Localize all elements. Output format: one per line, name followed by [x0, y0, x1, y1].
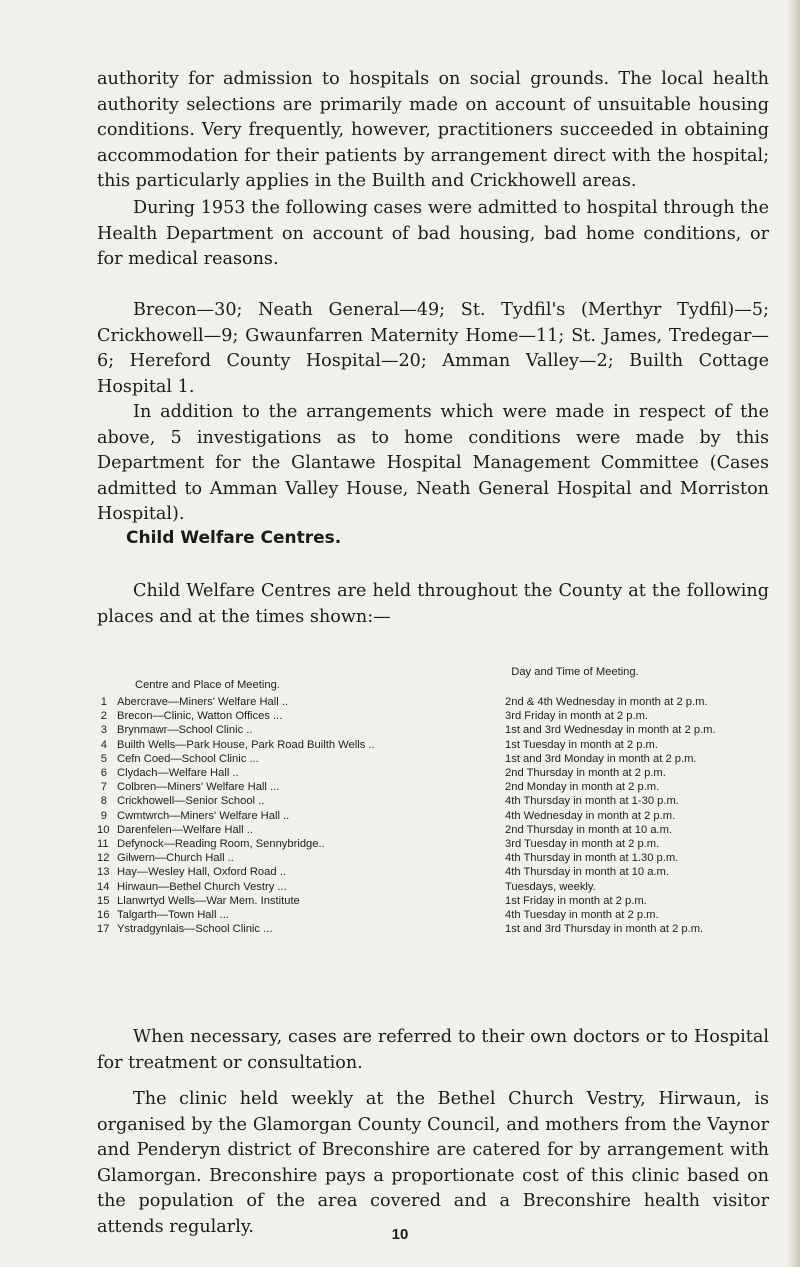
row-time: 4th Wednesday in month at 2 p.m.: [505, 809, 676, 822]
paragraph-admission-grounds: authority for admission to hospitals on social grounds. The local health authority selections are primarily made on account of unsuitable housing conditions. Very frequently, however, practitioners succeeded in obtaining accommodation for their patients by arrangement direct with the hospital; this particularly applies in the Builth and Crickhowell areas.: [97, 69, 769, 192]
row-time: 1st Tuesday in month at 2 p.m.: [505, 738, 658, 751]
table-row: [97, 894, 777, 908]
row-number: 15: [97, 894, 110, 907]
row-time: 4th Thursday in month at 10 a.m.: [505, 866, 669, 879]
row-number: 17: [97, 923, 110, 936]
row-number: 8: [100, 795, 107, 808]
row-time: 1st and 3rd Wednesday in month at 2 p.m.: [505, 724, 716, 737]
row-time: 2nd Monday in month at 2 p.m.: [505, 781, 660, 794]
table-row: [97, 766, 777, 780]
table-row: [97, 752, 777, 766]
row-time: 2nd & 4th Wednesday in month at 2 p.m.: [505, 696, 708, 708]
row-time: 1st and 3rd Monday in month at 2 p.m.: [505, 752, 697, 765]
row-number: 4: [100, 738, 107, 751]
row-time: 3rd Tuesday in month at 2 p.m.: [505, 838, 660, 851]
row-place: Defynock—Reading Room, Sennybridge..: [117, 838, 325, 851]
table-row: [97, 922, 777, 936]
row-time: Tuesdays, weekly.: [505, 880, 596, 893]
row-place: Builth Wells—Park House, Park Road Builth Wells ..: [117, 738, 375, 751]
row-place: Crickhowell—Senior School ..: [117, 795, 265, 808]
paragraph-hirwaun-clinic-text: The clinic held weekly at the Bethel Church Vestry, Hirwaun, is organised by the Glamorgan County Council, and mothers from the Vaynor and Penderyn district of Breconshire are catered for by arrangement with Glamorgan. Breconshire pays a proportionate cost of this clinic based on the population of the area covered and a Breconshire health visitor attends regularly.: [97, 1089, 769, 1237]
row-number: 11: [97, 838, 109, 851]
table-row: [97, 837, 777, 851]
paragraph-referrals-text: When necessary, cases are referred to their own doctors or to Hospital for treatment or consultation.: [97, 1027, 769, 1073]
row-place: Gilwern—Church Hall ..: [117, 852, 234, 865]
table-row: [97, 709, 777, 723]
row-time: 4th Tuesday in month at 2 p.m.: [505, 909, 659, 922]
paragraph-hospital-list: [97, 298, 769, 400]
column-header-time: Day and Time of Meeting.: [511, 666, 639, 678]
row-time: 4th Thursday in month at 1-30 p.m.: [505, 795, 679, 808]
table-row: [97, 738, 777, 752]
row-place: Brynmawr—School Clinic ..: [117, 724, 253, 737]
paragraph-investigations-text: In addition to the arrangements which were made in respect of the above, 5 investigations as to home conditions were made by this Department for the Glantawe Hospital Management Committee (Cases admitted to Amman Valley House, Neath General Hospital and Morriston Hospital).: [97, 402, 769, 525]
row-place: Cefn Coed—School Clinic ...: [117, 752, 259, 765]
welfare-centres-table: [97, 639, 777, 936]
page-edge-shadow: [786, 0, 800, 1267]
row-number: 12: [97, 852, 110, 865]
row-place: Brecon—Clinic, Watton Offices ...: [117, 710, 283, 723]
row-place: Darenfelen—Welfare Hall ..: [117, 823, 253, 836]
table-row: [97, 809, 777, 823]
paragraph-centres-intro: [97, 579, 769, 630]
row-place: Talgarth—Town Hall ...: [117, 909, 229, 922]
row-place: Hirwaun—Bethel Church Vestry ...: [117, 880, 287, 893]
row-place: Colbren—Miners' Welfare Hall ...: [117, 781, 280, 794]
row-number: 6: [100, 767, 107, 780]
row-time: 3rd Friday in month at 2 p.m.: [505, 710, 649, 723]
row-place: Hay—Wesley Hall, Oxford Road ..: [117, 866, 286, 879]
table-header: [97, 639, 777, 695]
table-row: [97, 823, 777, 837]
page-number: 10: [391, 1226, 409, 1243]
column-header-place: Centre and Place of Meeting.: [135, 679, 280, 691]
row-number: 3: [100, 724, 107, 737]
row-number: 9: [100, 809, 107, 822]
row-place: Llanwrtyd Wells—War Mem. Institute: [117, 894, 300, 907]
row-number: 5: [100, 752, 107, 765]
row-time: 2nd Thursday in month at 2 p.m.: [505, 767, 666, 780]
row-number: 1: [100, 696, 107, 708]
table-row: [97, 880, 777, 894]
row-number: 7: [100, 781, 107, 794]
section-heading: Child Welfare Centres.: [126, 528, 342, 548]
row-time: 1st and 3rd Thursday in month at 2 p.m.: [505, 923, 704, 936]
paragraph-investigations: [97, 400, 769, 528]
paragraph-hirwaun-clinic: [97, 1087, 769, 1241]
row-place: Ystradgynlais—School Clinic ...: [117, 923, 273, 936]
row-number: 16: [97, 909, 110, 922]
table-row: [97, 908, 777, 922]
row-place: Clydach—Welfare Hall ..: [117, 767, 239, 780]
row-number: 10: [97, 823, 110, 836]
paragraph-referrals: [97, 1025, 769, 1076]
row-number: 2: [100, 710, 107, 723]
table-row: [97, 851, 777, 865]
row-number: 13: [97, 866, 110, 879]
table-row: [97, 780, 777, 794]
table-row: [97, 794, 777, 808]
paragraph-cases-1953-text: During 1953 the following cases were admitted to hospital through the Health Department on account of bad housing, bad home conditions, or for medical reasons.: [97, 198, 769, 270]
table-row: [97, 695, 777, 709]
table-body: [97, 695, 777, 936]
row-time: 2nd Thursday in month at 10 a.m.: [505, 823, 673, 836]
row-place: Abercrave—Miners' Welfare Hall ..: [117, 696, 289, 708]
table-row: [97, 865, 777, 879]
row-time: 1st Friday in month at 2 p.m.: [505, 894, 647, 907]
row-number: 14: [97, 880, 110, 893]
paragraph-cases-1953: [97, 196, 769, 273]
table-row: [97, 723, 777, 737]
paragraph-hospital-list-text: Brecon—30; Neath General—49; St. Tydfil's (Merthyr Tydfil)—5; Crickhowell—9; Gwaunfarren Maternity Home—11; St. James, Tredegar—6; Hereford County Hospital—20; Amman Valley—2; Builth Cottage Hospital 1.: [97, 300, 769, 397]
row-place: Cwmtwrch—Miners' Welfare Hall ..: [117, 809, 290, 822]
row-time: 4th Thursday in month at 1.30 p.m.: [505, 852, 679, 865]
paragraph-centres-intro-text: Child Welfare Centres are held throughout the County at the following places and at the times shown:—: [97, 581, 769, 627]
